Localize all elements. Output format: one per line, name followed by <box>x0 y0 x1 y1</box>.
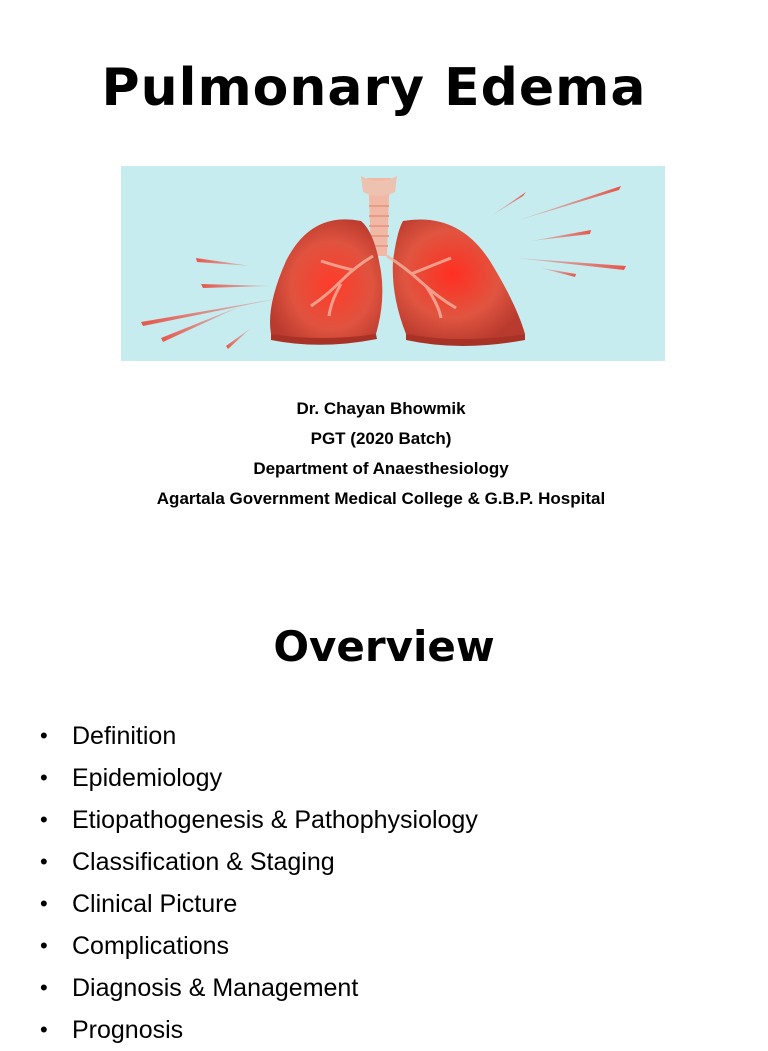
author-institution: Agartala Government Medical College & G.B.P. Hospital <box>156 489 606 508</box>
author-department: Department of Anaesthesiology <box>253 459 509 478</box>
author-name: Dr. Chayan Bhowmik <box>296 399 466 418</box>
list-item-label: Epidemiology <box>72 764 223 792</box>
list-item-label: Clinical Picture <box>72 890 238 918</box>
section-title: Overview <box>273 622 495 671</box>
bullet-icon: • <box>40 1017 48 1042</box>
overview-slide <box>0 570 768 1044</box>
bullet-icon: • <box>40 849 48 874</box>
list-item <box>40 1009 478 1051</box>
list-item <box>40 799 478 841</box>
list-item <box>40 715 478 757</box>
list-item <box>40 757 478 799</box>
list-item-label: Diagnosis & Management <box>72 974 359 1002</box>
lungs-illustration <box>121 166 665 361</box>
bullet-icon: • <box>40 765 48 790</box>
bullet-icon: • <box>40 975 48 1000</box>
list-item <box>40 967 478 1009</box>
author-batch: PGT (2020 Batch) <box>310 429 452 448</box>
list-item-label: Complications <box>72 932 230 960</box>
bullet-icon: • <box>40 723 48 748</box>
bullet-icon: • <box>40 891 48 916</box>
list-item <box>40 925 478 967</box>
slide-title: Pulmonary Edema <box>101 58 647 118</box>
list-item-label: Definition <box>72 722 177 750</box>
bullet-icon: • <box>40 933 48 958</box>
lungs-icon <box>121 166 665 361</box>
list-item <box>40 883 478 925</box>
list-item-label: Prognosis <box>72 1016 184 1044</box>
overview-list <box>40 715 478 1051</box>
author-block <box>0 394 762 514</box>
list-item-label: Etiopathogenesis & Pathophysiology <box>72 806 478 834</box>
list-item-label: Classification & Staging <box>72 848 335 876</box>
bullet-icon: • <box>40 807 48 832</box>
list-item <box>40 841 478 883</box>
